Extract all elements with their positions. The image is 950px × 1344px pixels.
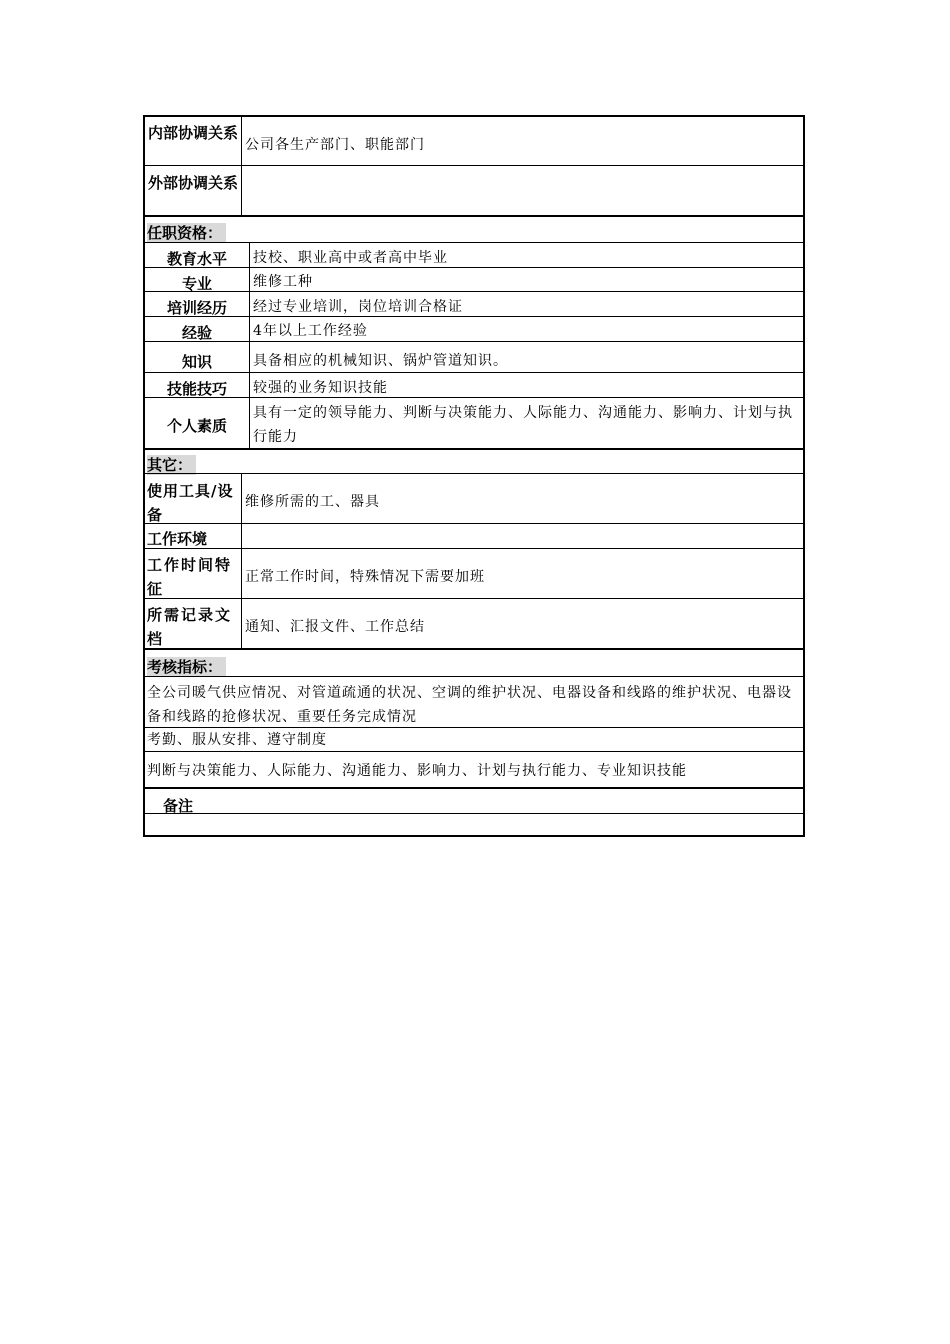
row-divider <box>145 676 803 677</box>
assessment-item: 判断与决策能力、人际能力、沟通能力、影响力、计划与执行能力、专业知识技能 <box>147 763 687 779</box>
job-description-table <box>143 115 805 837</box>
other-section-title: 其它： <box>147 455 196 475</box>
tools-equipment-value: 维修所需的工、器具 <box>245 494 380 510</box>
education-label: 教育水平 <box>166 250 227 268</box>
row-divider <box>145 341 803 342</box>
row-divider <box>145 397 803 398</box>
column-divider <box>241 117 242 215</box>
internal-coordination-label: 内部协调关系 <box>147 124 238 142</box>
work-time-value: 正常工作时间，特殊情况下需要加班 <box>245 569 485 585</box>
external-coordination-label: 外部协调关系 <box>147 174 238 192</box>
row-divider <box>145 242 803 243</box>
column-divider <box>249 242 250 448</box>
row-divider <box>145 291 803 292</box>
row-divider <box>145 316 803 317</box>
education-value: 技校、职业高中或者高中毕业 <box>253 250 448 266</box>
work-environment-label: 工作环境 <box>147 530 208 548</box>
training-value: 经过专业培训，岗位培训合格证 <box>253 299 463 315</box>
row-divider <box>145 165 803 166</box>
row-divider <box>145 473 803 474</box>
column-divider <box>241 473 242 648</box>
row-divider <box>145 813 803 814</box>
assessment-item: 全公司暖气供应情况、对管道疏通的状况、空调的维护状况、电器设备和线路的维护状况、电器设备和线路的抢修状况、重要任务完成情况 <box>147 685 792 725</box>
row-divider <box>145 548 803 549</box>
major-label: 专业 <box>181 275 212 293</box>
personal-quality-value: 具有一定的领导能力、判断与决策能力、人际能力、沟通能力、影响力、计划与执行能力 <box>253 405 793 445</box>
experience-label: 经验 <box>181 324 212 342</box>
skills-value: 较强的业务知识技能 <box>253 380 388 396</box>
tools-equipment-label: 使用工具/设备 <box>147 482 234 524</box>
row-divider <box>145 267 803 268</box>
training-label: 培训经历 <box>166 299 227 317</box>
remarks-label: 备注 <box>163 797 194 815</box>
assessment-section-title: 考核指标： <box>147 657 226 677</box>
assessment-item: 考勤、服从安排、遵守制度 <box>147 732 327 748</box>
section-divider <box>145 648 803 650</box>
row-divider <box>145 751 803 752</box>
section-divider <box>145 787 803 789</box>
row-divider <box>145 372 803 373</box>
row-divider <box>145 598 803 599</box>
internal-coordination-value: 公司各生产部门、职能部门 <box>245 137 425 153</box>
work-time-label: 工作时间特征 <box>147 556 233 598</box>
knowledge-value: 具备相应的机械知识、锅炉管道知识。 <box>253 353 508 369</box>
section-divider <box>145 215 803 217</box>
row-divider <box>145 523 803 524</box>
skills-label: 技能技巧 <box>166 380 227 398</box>
major-value: 维修工种 <box>253 274 313 290</box>
qualification-section-title: 任职资格： <box>147 223 226 243</box>
section-divider <box>145 448 803 450</box>
personal-quality-label: 个人素质 <box>166 417 227 435</box>
experience-value: 4年以上工作经验 <box>253 323 368 339</box>
records-value: 通知、汇报文件、工作总结 <box>245 619 425 635</box>
knowledge-label: 知识 <box>181 353 212 371</box>
records-label: 所需记录文档 <box>147 606 233 648</box>
